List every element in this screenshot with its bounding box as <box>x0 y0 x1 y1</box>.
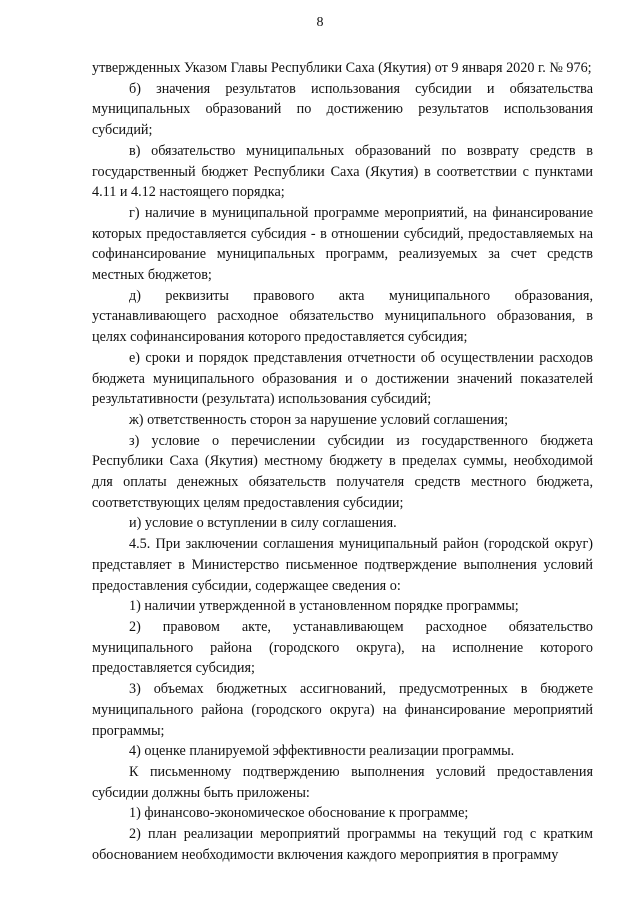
paragraph-item-v: в) обязательство муниципальных образований по возврату средств в государственный бюджет Республики Саха (Якутия) в соответствии с пунктами 4.11 и 4.12 настоящего порядка; <box>92 142 593 201</box>
paragraph-item-z: з) условие о перечислении субсидии из государственного бюджета Республики Саха (Якутия) местному бюджету в пределах суммы, необходимой для оплаты денежных обязательств получателя средств местного бюджета, соответствующих целям предоставления субсидии; <box>92 432 593 511</box>
paragraph-item-zh: ж) ответственность сторон за нарушение условий соглашения; <box>129 411 509 428</box>
paragraph-attachment-2: 2) план реализации мероприятий программы на текущий год с кратким обоснованием необходимости включения каждого мероприятия в программу <box>92 826 593 863</box>
paragraph-continuation: утвержденных Указом Главы Республики Саха (Якутия) от 9 января 2020 г. № 976; <box>92 60 592 76</box>
paragraph-item-e: е) сроки и порядок представления отчетности об осуществлении расходов бюджета муниципального образования и о достижении значений показателей результативности (результата) использования субсидий; <box>92 349 593 408</box>
paragraph-section-4-5: 4.5. При заключении соглашения муниципальный район (городской округ) представляет в Министерство письменное подтверждение выполнения условий предоставления субсидии, содержащее сведения о: <box>92 536 593 594</box>
paragraph-item-d: д) реквизиты правового акта муниципального образования, устанавливающего расходное обязательство муниципального образования, в целях софинансирования которого предоставляется субсидия; <box>92 287 593 346</box>
paragraph-condition-2: 2) правовом акте, устанавливающем расходное обязательство муниципального района (городского округа), на исполнение которого предоставляется субсидия; <box>92 618 593 677</box>
paragraph-attachment-1: 1) финансово-экономическое обоснование к программе; <box>129 805 469 822</box>
page-number: 8 <box>316 15 324 30</box>
paragraph-item-b: б) значения результатов использования субсидии и обязательства муниципальных образований по достижению результатов использования субсидий; <box>92 80 593 139</box>
paragraph-item-i: и) условие о вступлении в силу соглашения. <box>129 515 397 532</box>
paragraph-attachments-intro: К письменному подтверждению выполнения условий предоставления субсидии должны быть приложены: <box>92 763 593 801</box>
document-body <box>92 58 593 865</box>
paragraph-condition-3: 3) объемах бюджетных ассигнований, предусмотренных в бюджете муниципального района (городского округа) на финансирование мероприятий программы; <box>92 681 593 739</box>
paragraph-condition-4: 4) оценке планируемой эффективности реализации программы. <box>129 743 515 760</box>
paragraph-item-g: г) наличие в муниципальной программе мероприятий, на финансирование которых предоставляется субсидия - в отношении субсидий, предоставляемых на софинансирование муниципальных программ, реализуемых за счет средств местных бюджетов; <box>92 204 593 284</box>
paragraph-condition-1: 1) наличии утвержденной в установленном порядке программы; <box>129 598 519 615</box>
